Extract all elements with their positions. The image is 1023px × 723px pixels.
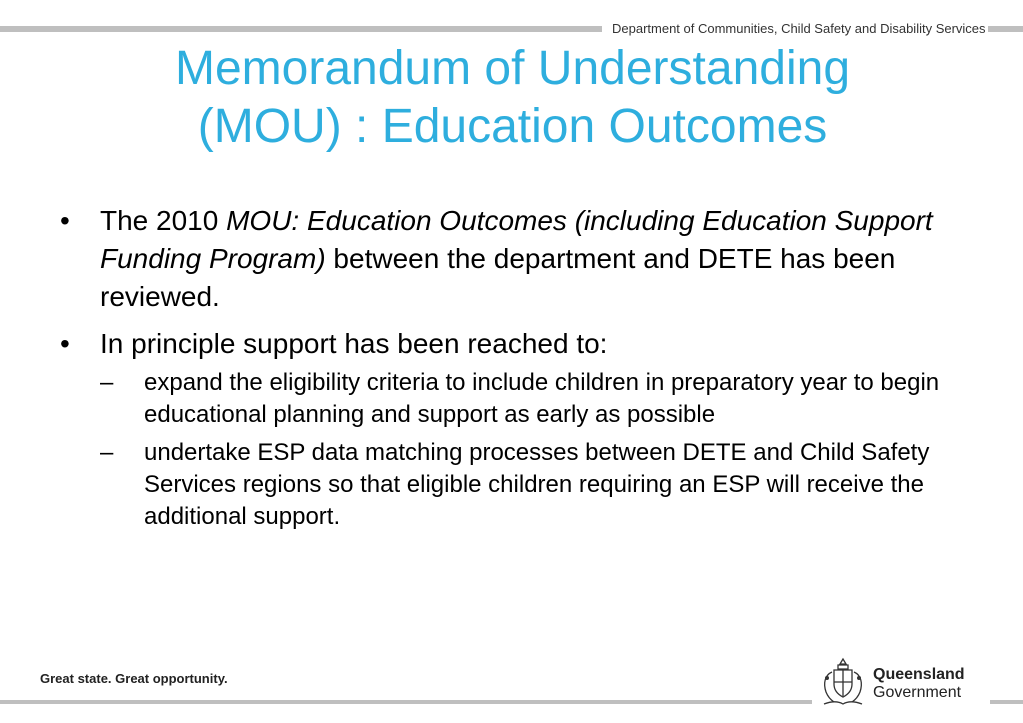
bullet-text-italic: MOU: Education Outcomes (including Education Support Funding Program) (100, 205, 933, 274)
bullet-item (54, 202, 964, 316)
sub-bullet-list (100, 367, 964, 533)
slide-title-line2: (MOU) : Education Outcomes (197, 100, 828, 153)
bullet-text-suffix: between the department and DETE has been reviewed. (100, 243, 896, 312)
slide-title (60, 40, 965, 156)
bullet-text: In principle support has been reached to: (100, 328, 608, 359)
bullet-text-prefix: The 2010 (100, 205, 227, 236)
queensland-coat-of-arms-icon (818, 656, 868, 712)
bullet-item (54, 325, 964, 533)
footer-rule-right (990, 700, 1023, 704)
header-rule-left (0, 26, 602, 32)
queensland-government-logo (873, 666, 988, 702)
footer-tagline: Great state. Great opportunity. (40, 671, 228, 686)
logo-line1: Queensland (873, 666, 965, 683)
sub-bullet-item: – expand the eligibility criteria to include children in preparatory year to begin educational planning and support as early as possible (100, 367, 964, 431)
footer-rule-left (0, 700, 812, 704)
department-name: Department of Communities, Child Safety and Disability Services (612, 21, 986, 36)
slide-title-line1: Memorandum of Understanding (174, 42, 851, 95)
header-rule-right (988, 26, 1023, 32)
logo-line2: Government (873, 684, 962, 701)
bullet-list (54, 202, 964, 542)
sub-bullet-item: – undertake ESP data matching processes between DETE and Child Safety Services regions so that eligible children requiring an ESP will receive the additional support. (100, 437, 964, 533)
